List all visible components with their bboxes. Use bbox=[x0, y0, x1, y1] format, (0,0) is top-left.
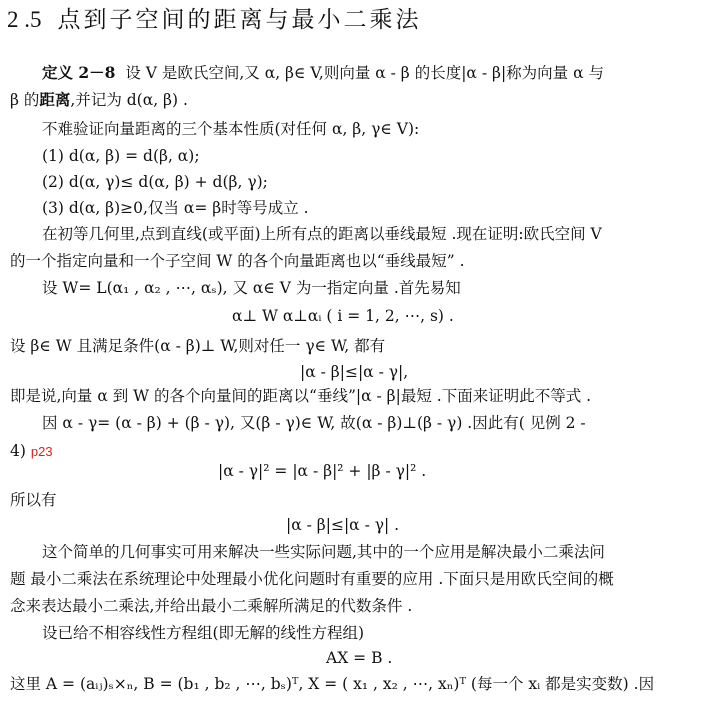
equation-4: |α - β|≤|α - γ| . bbox=[286, 516, 400, 534]
page-reference-link[interactable]: p23 bbox=[30, 444, 53, 459]
property-1: (1) d(α, β) = d(β, α); bbox=[42, 147, 200, 165]
definition-text-2b: ,并记为 d(α, β) . bbox=[70, 91, 188, 109]
paragraph-5-tail: 4) bbox=[10, 442, 26, 460]
definition-label: 定义 2－8 bbox=[42, 63, 116, 82]
paragraph-7-line-2: 题 最小二乘法在系统理论中处理最小优化问题时有重要的应用 .下面只是用欧氏空间的概 bbox=[10, 570, 614, 588]
equation-5: AX = B . bbox=[326, 649, 393, 667]
property-3: (3) d(α, β)≥0,仅当 α= β时等号成立 . bbox=[42, 199, 309, 217]
intro-text: 不难验证向量距离的三个基本性质(对任何 α, β, γ∈ V): bbox=[42, 120, 420, 138]
section-title bbox=[7, 6, 422, 34]
paragraph-9: 这里 A = (aᵢⱼ)ₛ×ₙ, B = (b₁ , b₂ , ⋯, bₛ)ᵀ, X = ( x₁ , x₂ , ⋯, xₙ)ᵀ (每一个 xᵢ 都是实变数) .因 bbox=[10, 675, 655, 693]
equation-3: |α - γ|² = |α - β|² + |β - γ|² . bbox=[218, 462, 427, 480]
paragraph-7-line-3: 念来表达最小二乘法,并给出最小二乘解所满足的代数条件 . bbox=[10, 597, 413, 615]
paragraph-3: 设 β∈ W 且满足条件(α - β)⊥ W,则对任一 γ∈ W, 都有 bbox=[10, 337, 386, 355]
paragraph-5-line-1: 因 α - γ= (α - β) + (β - γ), 又(β - γ)∈ W, 故(α - β)⊥(β - γ) .因此有( 见例 2 - bbox=[42, 414, 586, 432]
definition-line-1 bbox=[42, 63, 604, 83]
definition-text-2a: β 的 bbox=[10, 91, 40, 109]
definition-text-1: 设 V 是欧氏空间,又 α, β∈ V,则向量 α - β 的长度|α - β|称为向量 α 与 bbox=[125, 64, 604, 82]
paragraph-1-line-1: 在初等几何里,点到直线(或平面)上所有点的距离以垂线最短 .现在证明:欧氏空间 V bbox=[42, 225, 602, 243]
definition-term: 距离 bbox=[39, 90, 71, 109]
equation-1: α⊥ W α⊥αᵢ ( i = 1, 2, ⋯, s) . bbox=[232, 307, 454, 325]
paragraph-8: 设已给不相容线性方程组(即无解的线性方程组) bbox=[42, 624, 365, 642]
paragraph-5-line-2 bbox=[10, 441, 53, 462]
property-2: (2) d(α, γ)≤ d(α, β) + d(β, γ); bbox=[42, 173, 268, 191]
paragraph-1-line-2: 的一个指定向量和一个子空间 W 的各个向量距离也以“垂线最短” . bbox=[10, 252, 465, 270]
equation-2: |α - β|≤|α - γ|, bbox=[300, 363, 409, 381]
paragraph-4: 即是说,向量 α 到 W 的各个向量间的距离以“垂线”|α - β|最短 .下面来证明此不等式 . bbox=[10, 387, 592, 405]
paragraph-7-line-1: 这个简单的几何事实可用来解决一些实际问题,其中的一个应用是解决最小二乘法问 bbox=[42, 543, 605, 561]
paragraph-6: 所以有 bbox=[10, 491, 57, 509]
paragraph-2: 设 W= L(α₁ , α₂ , ⋯, αₛ), 又 α∈ V 为一指定向量 .首先易知 bbox=[42, 279, 461, 297]
definition-line-2 bbox=[10, 90, 188, 110]
section-heading: 点到子空间的距离与最小二乘法 bbox=[57, 7, 422, 33]
section-number: 2 .5 bbox=[7, 7, 42, 32]
